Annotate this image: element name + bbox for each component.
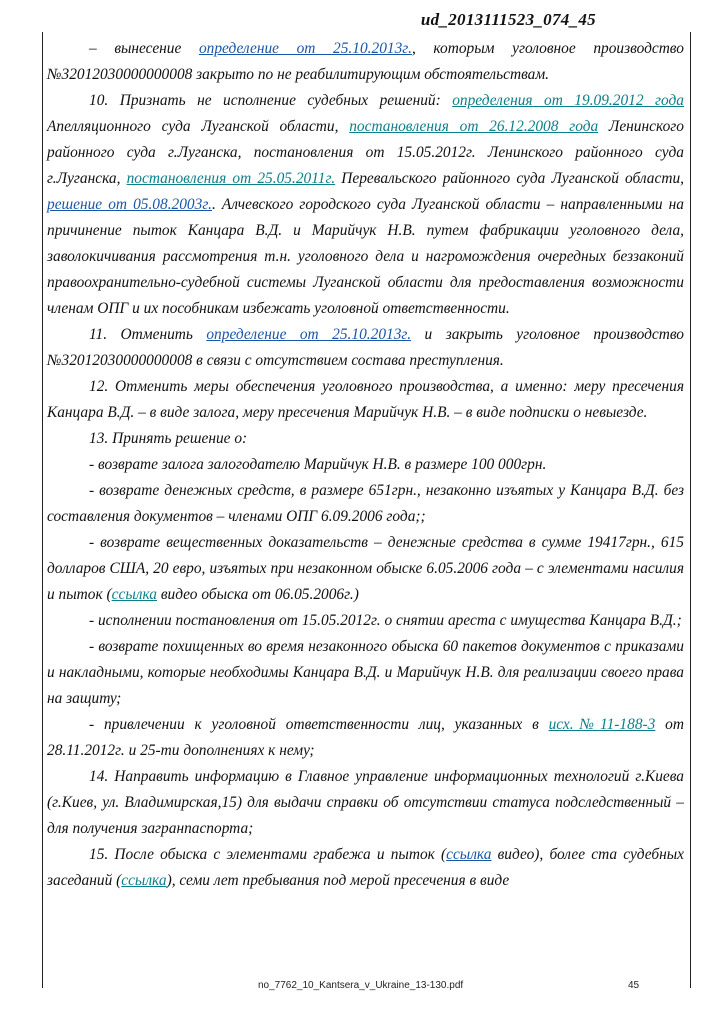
paragraph-13-liability <box>47 712 684 764</box>
paragraph-13-funds: - возврате денежных средств, в размере 651грн., незаконно изъятых у Канцара В.Д. без составления документов – членами ОПГ 6.09.2006 года;; <box>47 482 684 525</box>
paragraph-intro <box>47 36 684 88</box>
text-span: видео), более ста судебных заседаний ( <box>47 846 684 889</box>
text-span: . Алчевского городского суда Луганской области – направленными на причинение пыток Канцара В.Д. и Марийчук Н.В. путем фабрикации уголовного дела, заволокичивания рассмотрения т.н. уголовного дела и нагромождения очередных беззаконий правоохранительно-судебной системы Луганской области для предоставления возможности членам ОПГ и их пособникам избежать уголовной ответственности. <box>47 196 684 317</box>
text-span: Ленинского районного суда г.Луганска, постановления от 15.05.2012г. Ленинского районного суда г.Луганска, <box>47 118 684 187</box>
text-span: 10. Признать не исполнение судебных решений: <box>89 92 453 109</box>
link-hearings[interactable]: ссылка <box>121 872 167 889</box>
link-video-1[interactable]: ссылка <box>446 846 492 863</box>
document-id-header: ud_2013111523_074_45 <box>420 10 596 29</box>
text-span: от 28.11.2012г. и 25-ти дополнениях к нему; <box>47 716 684 759</box>
link-outgoing-11-188-3[interactable]: исх.№11-188-3 <box>548 716 656 733</box>
right-margin-line <box>690 32 691 988</box>
paragraph-13-arrest: - исполнении постановления от 15.05.2012г. о снятии ареста с имущества Канцара В.Д.; <box>89 612 682 629</box>
paragraph-15 <box>47 842 684 894</box>
document-body <box>47 36 684 894</box>
text-span: ), семи лет пребывания под мерой пресечения в виде <box>166 872 510 889</box>
left-margin-line <box>42 32 43 988</box>
paragraph-12: 12. Отменить меры обеспечения уголовного производства, а именно: меру пресечения Канцара В.Д. – в виде залога, меру пресечения Марийчук Н.В. – в виде подписки о невыезде. <box>47 378 684 421</box>
text-span: – вынесение <box>89 40 199 57</box>
text-span: Апелляционного суда Луганской области, <box>47 118 350 135</box>
link-search-video[interactable]: ссылка <box>111 586 157 603</box>
text-span: 15. После обыска с элементами грабежа и пыток ( <box>89 846 447 863</box>
link-decision-05-08-2003[interactable]: решение от 05.08.2003г. <box>47 196 212 213</box>
text-span: , которым уголовное производство №32012030000000008 закрыто по не реабилитирующим обстоятельствам. <box>47 40 684 83</box>
paragraph-10 <box>47 88 684 322</box>
link-ruling-25-10-2013-b[interactable]: определение от 25.10.2013г. <box>206 326 412 343</box>
link-ruling-19-09-2012[interactable]: определения от 19.09.2012 года <box>452 92 685 109</box>
text-span: - привлечении к уголовной ответственности лиц, указанных в <box>89 716 549 733</box>
link-resolution-26-12-2008[interactable]: постановления от 26.12.2008 года <box>349 118 599 135</box>
paragraph-13-evidence <box>47 530 684 608</box>
paragraph-14: 14. Направить информацию в Главное управление информационных технологий г.Киева (г.Киев, ул. Владимирская,15) для выдачи справки об отсутствии статуса подследственный – для получения загранпаспорта; <box>47 768 684 837</box>
text-span: видео обыска от 06.05.2006г.) <box>156 586 359 603</box>
link-ruling-25-10-2013[interactable]: определение от 25.10.2013г. <box>198 40 412 57</box>
text-span: Перевальского районного суда Луганской области, <box>335 170 684 187</box>
paragraph-11 <box>47 322 684 374</box>
page-number: 45 <box>628 980 640 991</box>
paragraph-13-bail: - возврате залога залогодателю Марийчук Н.В. в размере 100 000грн. <box>89 456 547 473</box>
footer-filename: no_7762_10_Kantsera_v_Ukraine_13-130.pdf <box>258 980 464 991</box>
link-resolution-25-05-2011[interactable]: постановления от 25.05.2011г. <box>126 170 336 187</box>
text-span: - возврате вещественных доказательств – денежные средства в сумме 19417грн., 615 долларов США, 20 евро, изъятых при незаконном обыске 6.05.2006 года – с элементами насилия и пыток ( <box>47 534 684 603</box>
text-span: 11. Отменить <box>89 326 207 343</box>
text-span: и закрыть уголовное производство №32012030000000008 в связи с отсутствием состава преступления. <box>47 326 684 369</box>
paragraph-13-documents: - возврате похищенных во время незаконного обыска 60 пакетов документов с приказами и накладными, которые необходимы Канцара В.Д. и Марийчук Н.В. для реализации своего права на защиту; <box>47 638 684 707</box>
paragraph-13: 13. Принять решение о: <box>89 430 248 447</box>
